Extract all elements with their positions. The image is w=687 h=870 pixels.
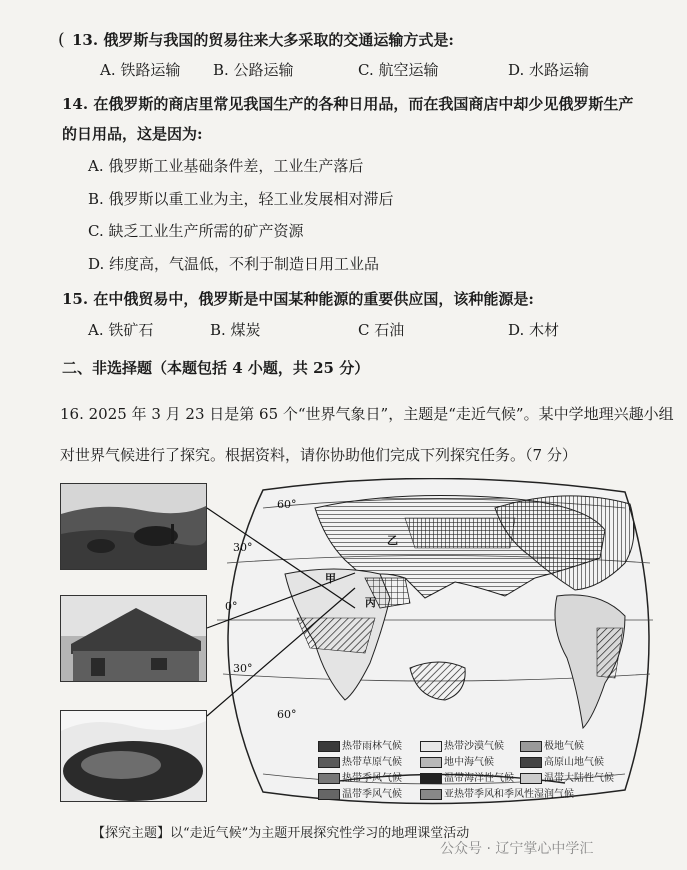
lat-label-60s: 60° [277, 708, 297, 721]
legend-item [420, 740, 504, 753]
q15-stem: 15. 在中俄贸易中，俄罗斯是中国某种能源的重要供应国，该种能源是: [62, 290, 534, 308]
section2-heading: 二、非选择题（本题包括 4 小题，共 25 分） [62, 359, 370, 377]
climate-photo-3 [60, 710, 207, 802]
legend-label: 亚热带季风和季风性湿润气候 [444, 789, 574, 800]
q15-option-d: D. 木材 [508, 321, 560, 339]
q14-option-c: C. 缺乏工业生产所需的矿产资源 [88, 222, 304, 240]
q14-stem-line2: 的日用品，这是因为: [62, 125, 203, 143]
legend-item [318, 756, 402, 769]
legend-label: 地中海气候 [444, 757, 494, 768]
q13-stem: 13. 俄罗斯与我国的贸易往来大多采取的交通运输方式是: [72, 31, 454, 49]
q15-option-b: B. 煤炭 [210, 321, 261, 339]
q14-stem-line1: 14. 在俄罗斯的商店里常见我国生产的各种日用品，而在我国商店中却少见俄罗斯生产 [62, 95, 634, 113]
legend-item [318, 788, 402, 801]
lat-label-equator: 0° [225, 600, 238, 613]
climate-photo-1 [60, 483, 207, 570]
savanna-photo-graphic [61, 484, 206, 569]
q14-option-b: B. 俄罗斯以重工业为主，轻工业发展相对滞后 [88, 190, 394, 208]
watermark: 公众号 · 辽宁掌心中学汇 [440, 841, 594, 857]
legend-swatch [520, 773, 542, 784]
legend-item [318, 740, 402, 753]
legend-swatch [318, 757, 340, 768]
legend-label: 极地气候 [544, 741, 584, 752]
q13-option-c: C. 航空运输 [358, 61, 439, 79]
legend-swatch [420, 757, 442, 768]
q16-line2: 对世界气候进行了探究。根据资料，请你协助他们完成下列探究任务。（7 分） [60, 446, 577, 464]
legend-label: 热带季风气候 [342, 773, 402, 784]
q13-option-d: D. 水路运输 [508, 61, 590, 79]
lat-label-30n: 30° [233, 541, 253, 554]
legend-swatch [520, 741, 542, 752]
lat-label-60n: 60° [277, 498, 297, 511]
legend-swatch [420, 741, 442, 752]
margin-bracket: ( [58, 30, 65, 50]
legend-label: 温带海洋性气候 [444, 773, 514, 784]
place-label-jia: 甲 [325, 572, 336, 585]
legend-item [420, 772, 514, 785]
explore-topic: 【探究主题】以“走近气候”为主题开展探究性学习的地理课堂活动 [92, 826, 470, 841]
q13-option-a: A. 铁路运输 [100, 61, 181, 79]
legend-swatch [318, 789, 340, 800]
legend-swatch [420, 773, 442, 784]
place-label-bing: 丙 [365, 596, 376, 609]
q16-line1: 16. 2025 年 3 月 23 日是第 65 个“世界气象日”，主题是“走近气候”。某中学地理兴趣小组 [60, 405, 674, 423]
legend-item [520, 740, 584, 753]
house-photo-graphic [61, 596, 206, 681]
place-label-yi: 乙 [387, 534, 398, 547]
q14-option-d: D. 纬度高，气温低，不利于制造日用工业品 [88, 255, 380, 273]
legend-label: 热带草原气候 [342, 757, 402, 768]
lat-label-30s: 30° [233, 662, 253, 675]
legend-label: 高原山地气候 [544, 757, 604, 768]
q14-option-a: A. 俄罗斯工业基础条件差，工业生产落后 [88, 157, 364, 175]
legend-swatch [520, 757, 542, 768]
climate-photo-2 [60, 595, 207, 682]
q15-option-c: C 石油 [358, 321, 405, 339]
polar-photo-graphic [61, 711, 206, 801]
legend-item [520, 772, 614, 785]
legend-swatch [420, 789, 442, 800]
legend-item [420, 788, 574, 801]
legend-label: 热带雨林气候 [342, 741, 402, 752]
q13-option-b: B. 公路运输 [213, 61, 294, 79]
q15-option-a: A. 铁矿石 [88, 321, 154, 339]
legend-item [520, 756, 604, 769]
legend-label: 温带大陆性气候 [544, 773, 614, 784]
legend-item [318, 772, 402, 785]
legend-label: 热带沙漠气候 [444, 741, 504, 752]
legend-swatch [318, 741, 340, 752]
legend-swatch [318, 773, 340, 784]
legend-item [420, 756, 494, 769]
legend-label: 温带季风气候 [342, 789, 402, 800]
